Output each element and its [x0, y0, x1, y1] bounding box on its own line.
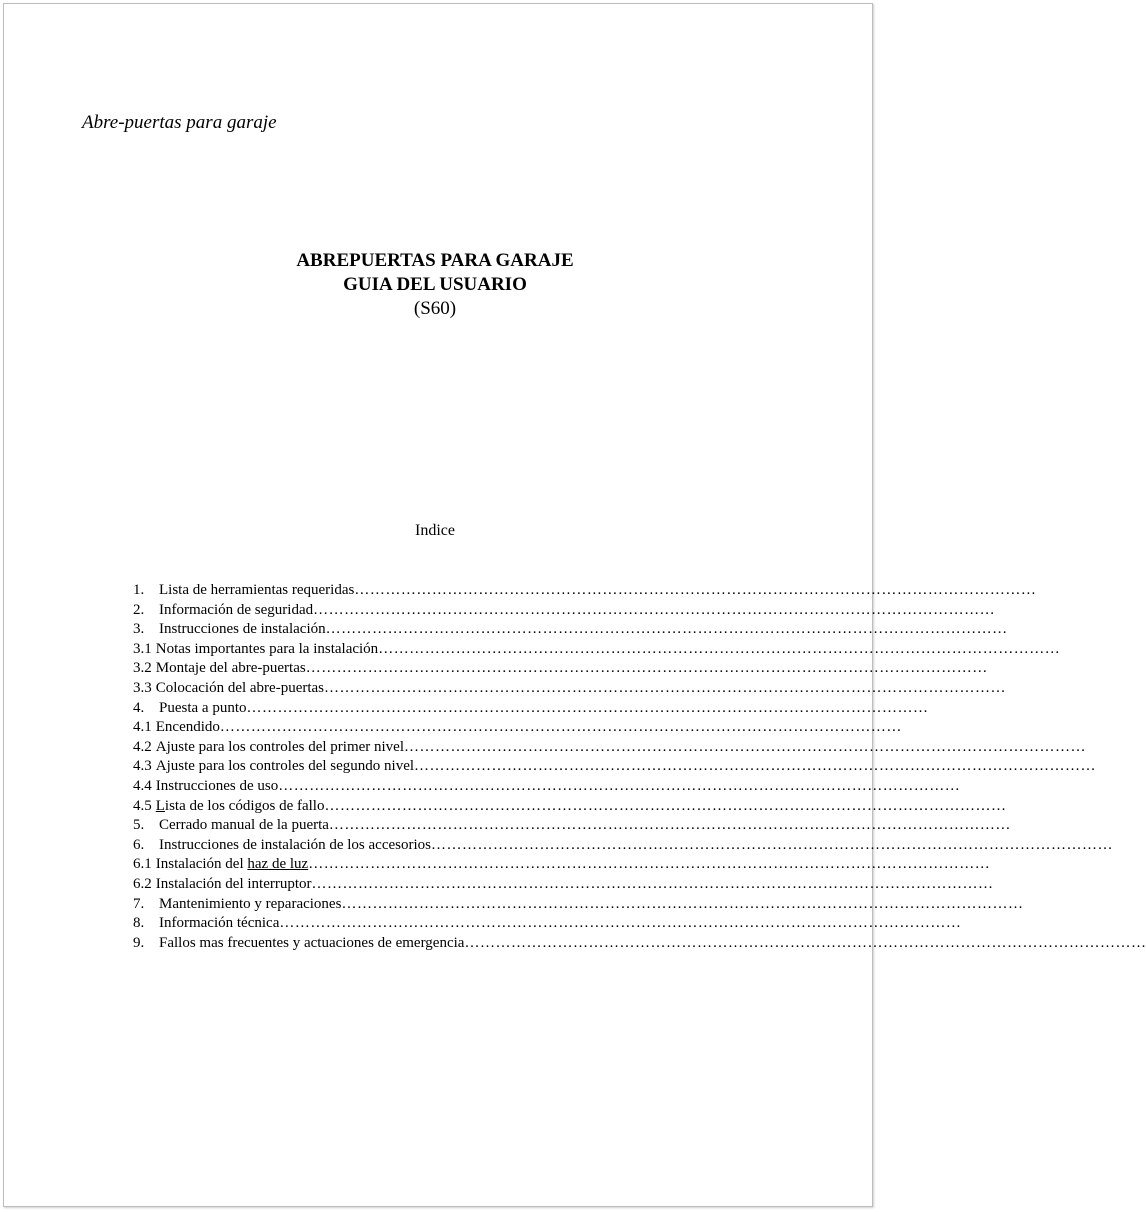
toc-leader: ……………………………………………………………………………………………………………………: [404, 738, 1087, 755]
toc-number: 4.1: [133, 719, 152, 736]
toc-leader: ……………………………………………………………………………………………………………………: [378, 640, 1061, 657]
toc-label: [156, 855, 308, 875]
toc-leader: ……………………………………………………………………………………………………………………: [328, 817, 1011, 834]
toc-label: Instrucciones de instalación de los accesorios: [159, 836, 431, 853]
toc-number: 3.: [133, 621, 145, 638]
toc-number: 3.2: [133, 660, 152, 677]
toc-entry: [133, 875, 994, 895]
toc-leader: ……………………………………………………………………………………………………………………: [308, 856, 991, 873]
toc-label: [156, 797, 325, 817]
toc-label: Puesta a punto: [159, 699, 247, 716]
title-block: [4, 249, 866, 321]
toc-entry: [133, 816, 1011, 836]
toc-label: Montaje del abre-puertas: [155, 660, 306, 677]
toc-label: Fallos mas frecuentes y actuaciones de emergencia: [159, 934, 465, 951]
toc-entry: [133, 836, 1113, 856]
toc-label: Ajuste para los controles del primer nivel: [155, 738, 405, 755]
toc-number: 1.: [133, 582, 145, 598]
running-header: Abre-puertas para garaje: [82, 112, 277, 133]
toc-entry: [133, 934, 1146, 954]
toc-label: Instrucciones de uso: [155, 777, 279, 794]
toc-leader: ……………………………………………………………………………………………………………………: [325, 621, 1008, 638]
toc-label: Lista de herramientas requeridas: [159, 582, 355, 598]
toc-label-prefix: Instalación del: [155, 856, 248, 873]
toc-number: 4.3: [133, 758, 152, 775]
toc-label: Cerrado manual de la puerta: [159, 817, 329, 834]
toc-label: Instalación del interruptor: [155, 875, 312, 892]
toc-label: Información de seguridad: [159, 601, 314, 618]
toc-entry: [133, 679, 1007, 699]
toc-label: Encendido: [155, 719, 220, 736]
toc-entry: [133, 718, 902, 738]
toc-label-suffix: ista de los códigos de fallo: [164, 797, 325, 814]
toc-entry: [133, 895, 1024, 915]
toc-leader: ……………………………………………………………………………………………………………………: [305, 660, 988, 677]
toc-number: 2.: [133, 601, 145, 618]
toc-label: Notas importantes para la instalación: [155, 640, 379, 657]
toc-leader: ……………………………………………………………………………………………………………………: [311, 875, 994, 892]
index-heading: Indice: [415, 522, 455, 539]
toc-entry: [133, 620, 1008, 640]
toc-leader: ……………………………………………………………………………………………………………………: [324, 797, 1007, 814]
toc-leader: ……………………………………………………………………………………………………………………: [279, 915, 962, 932]
toc-number: 4.5: [133, 797, 152, 814]
toc-label: Instrucciones de instalación: [159, 621, 326, 638]
toc-entry: [133, 601, 996, 621]
toc-number: 4.2: [133, 738, 152, 755]
toc-label-underlined: L: [155, 797, 165, 814]
table-of-contents: [133, 581, 1146, 953]
toc-label: Ajuste para los controles del segundo nivel: [155, 758, 415, 775]
toc-leader: ……………………………………………………………………………………………………………………: [219, 719, 902, 736]
toc-number: 6.1: [133, 856, 152, 873]
toc-entry: [133, 797, 1007, 817]
toc-label: Mantenimiento y reparaciones: [159, 895, 342, 912]
toc-entry: [133, 914, 962, 934]
toc-number: 4.: [133, 699, 145, 716]
toc-number: 3.3: [133, 679, 152, 696]
toc-number: 9.: [133, 934, 145, 951]
toc-label: Colocación del abre-puertas: [155, 679, 325, 696]
toc-entry: [133, 699, 929, 719]
toc-leader: ……………………………………………………………………………………………………………………: [341, 895, 1024, 912]
toc-entry: [133, 777, 961, 797]
toc-label-underlined: haz de luz: [247, 856, 309, 873]
toc-leader: ……………………………………………………………………………………………………………………: [324, 679, 1007, 696]
toc-number: 4.4: [133, 777, 152, 794]
toc-number: 5.: [133, 817, 145, 834]
toc-leader: ……………………………………………………………………………………………………………………: [414, 758, 1097, 775]
toc-number: 6.2: [133, 875, 152, 892]
toc-leader: ……………………………………………………………………………………………………………………: [278, 777, 961, 794]
toc-entry: [133, 640, 1061, 660]
model-number: (S60): [413, 298, 457, 319]
toc-label: Información técnica: [159, 915, 280, 932]
toc-entry: [133, 738, 1087, 758]
toc-entry: [133, 581, 1037, 601]
toc-leader: ……………………………………………………………………………………………………………………: [431, 836, 1113, 853]
document-title: ABREPUERTAS PARA GARAJE: [296, 250, 574, 271]
toc-number: 8.: [133, 915, 145, 932]
toc-number: 3.1: [133, 640, 152, 657]
toc-number: 7.: [133, 895, 145, 912]
toc-leader: ……………………………………………………………………………………………………………………: [354, 582, 1037, 598]
toc-entry: [133, 659, 988, 679]
document-subtitle: GUIA DEL USUARIO: [343, 274, 527, 295]
toc-leader: ……………………………………………………………………………………………………………………: [464, 934, 1146, 951]
toc-leader: ……………………………………………………………………………………………………………………: [313, 601, 996, 618]
toc-entry: [133, 855, 991, 875]
document-page: [3, 3, 1146, 1207]
toc-entry: [133, 757, 1097, 777]
toc-leader: ……………………………………………………………………………………………………………………: [246, 699, 929, 716]
toc-number: 6.: [133, 836, 145, 853]
